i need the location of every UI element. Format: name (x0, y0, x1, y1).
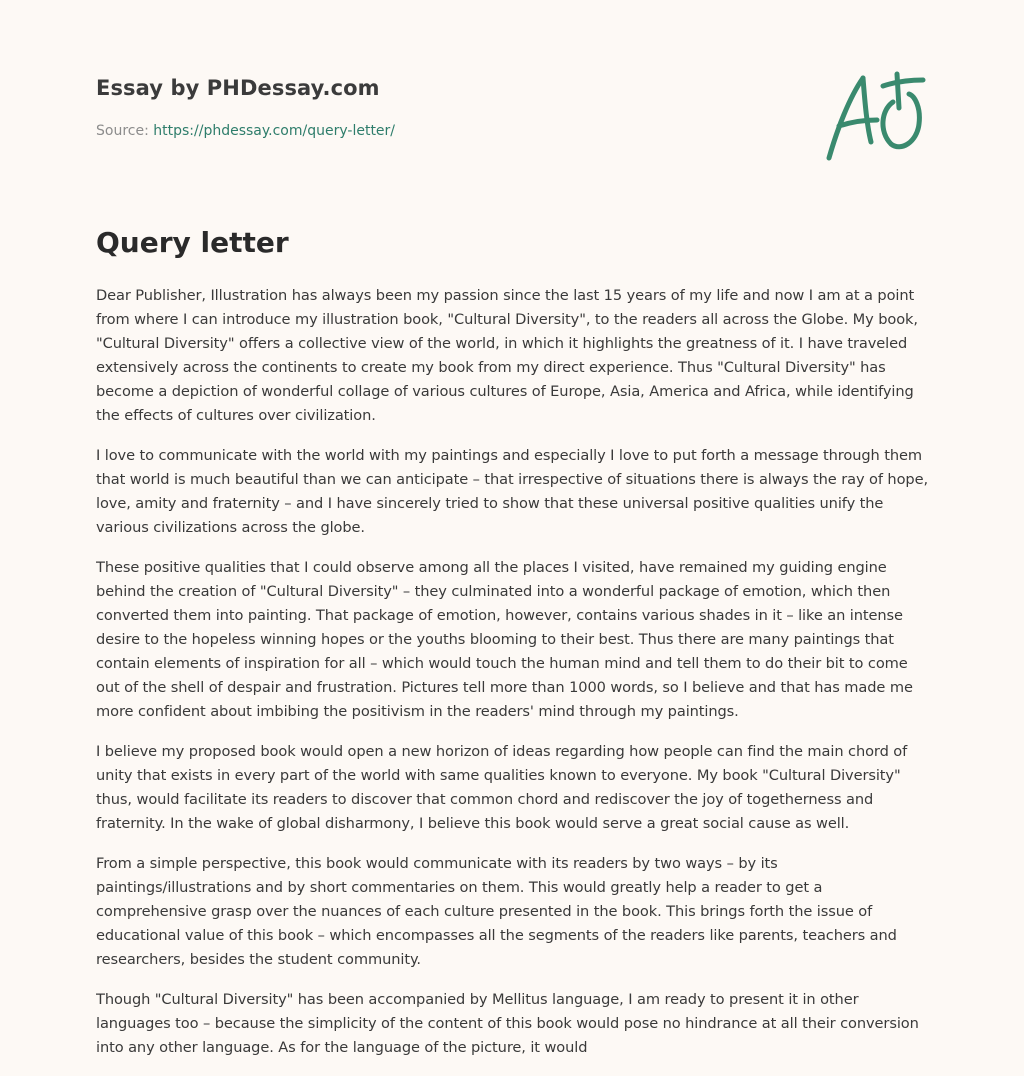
source-label: Source: (96, 123, 149, 139)
logo-curl (883, 94, 919, 147)
essay-body (96, 284, 928, 1076)
site-title: Essay by PHDessay.com (96, 76, 380, 100)
essay-paragraph: Dear Publisher, Illustration has always been my passion since the last 15 years of my life and now I am at a point from where I can introduce my illustration book, "Cultural Diversity", to the readers all across the Globe. My book, "Cultural Diversity" offers a collective view of the world, in which it highlights the greatness of it. I have traveled extensively across the continents to create my book from my direct experience. Thus "Cultural Diversity" has become a depiction of wonderful collage of various cultures of Europe, Asia, America and Africa, while identifying the effects of cultures over civilization. (96, 287, 918, 424)
logo-a-left-stroke (829, 78, 863, 158)
essay-paragraph: These positive qualities that I could observe among all the places I visited, have remained my guiding engine behind the creation of "Cultural Diversity" – they culminated into a wonderful package of emotion, which then converted them into painting. That package of emotion, however, contains various shades in it – like an intense desire to the hopeless winning hopes or the youths blooming to their best. Thus there are many paintings that contain elements of inspiration for all – which would touch the human mind and tell them to do their bit to come out of the shell of despair and frustration. Pictures tell more than 1000 words, so I believe and that has made me more confident about imbibing the positivism in the readers' mind through my paintings. (96, 559, 913, 720)
logo-a-right-stroke (863, 78, 871, 142)
logo-plus-vertical (897, 74, 899, 108)
source-link[interactable]: https://phdessay.com/query-letter/ (153, 123, 396, 139)
logo-a-crossbar (839, 120, 877, 126)
a-plus-logo-icon (819, 68, 929, 164)
logo-strokes (829, 74, 923, 158)
essay-paragraph: From a simple perspective, this book would communicate with its readers by two ways – by its paintings/illustrations and by short commentaries on them. This would greatly help a reader to get a comprehensive grasp over the nuances of each culture presented in the book. This brings forth the issue of educational value of this book – which encompasses all the segments of the readers like parents, teachers and researchers, besides the student community. (96, 855, 897, 968)
essay-title: Query letter (96, 226, 289, 259)
essay-paragraph: I love to communicate with the world with my paintings and especially I love to put forth a message through them that world is much beautiful than we can anticipate – that irrespective of situations there is always the ray of hope, love, amity and fraternity – and I have sincerely tried to show that these universal positive qualities unify the various civilizations across the globe. (96, 447, 928, 536)
essay-paragraph: Though "Cultural Diversity" has been accompanied by Mellitus language, I am ready to present it in other languages too – because the simplicity of the content of this book would pose no hindrance at all their conversion into any other language. As for the language of the picture, it would (96, 991, 919, 1056)
essay-paragraph: I believe my proposed book would open a new horizon of ideas regarding how people can find the main chord of unity that exists in every part of the world with same qualities known to everyone. My book "Cultural Diversity" thus, would facilitate its readers to discover that common chord and rediscover the joy of togetherness and fraternity. In the wake of global disharmony, I believe this book would serve a great social cause as well. (96, 743, 908, 832)
source-line (96, 123, 395, 139)
logo-plus-horizontal (883, 80, 923, 86)
